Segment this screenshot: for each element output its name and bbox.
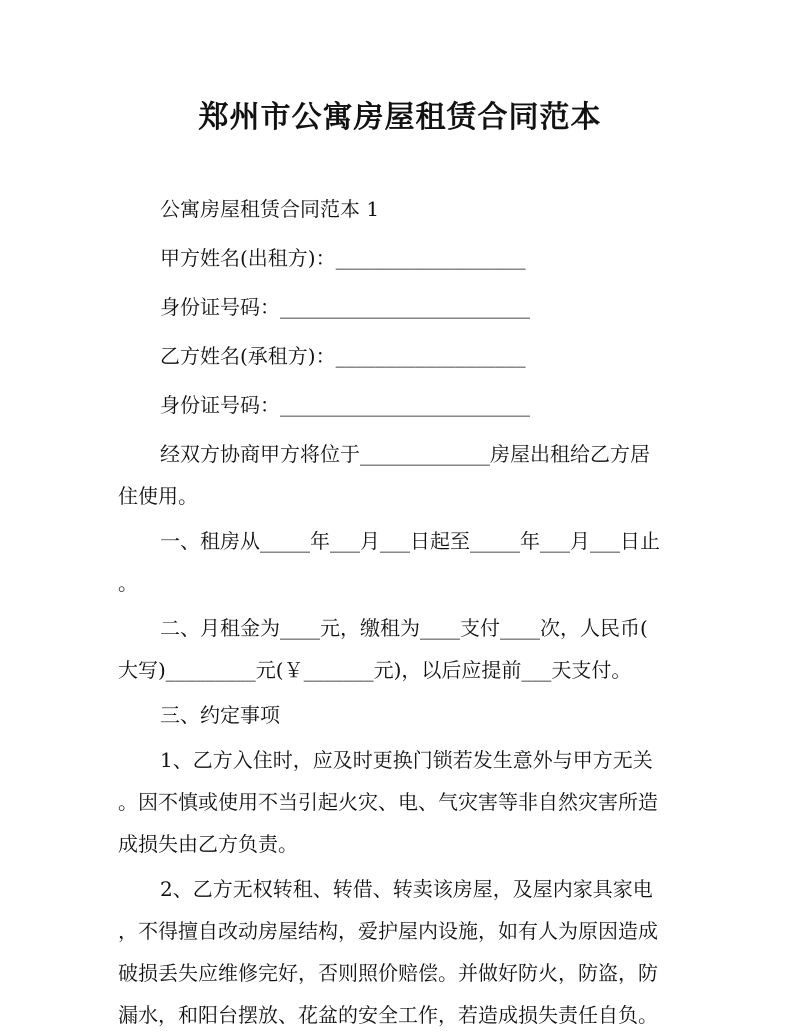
landlord-id-line: 身份证号码：_________________________	[160, 295, 530, 319]
lease-location-line-2: 住使用。	[118, 484, 198, 508]
lease-location-line-1: 经双方协商甲方将位于_____________房屋出租给乙方居	[160, 442, 650, 466]
tenant-name-line: 乙方姓名(承租方)：___________________	[160, 344, 526, 368]
clause-2-line-1: 2、乙方无权转租、转借、转卖该房屋，及屋内家具家电	[160, 877, 653, 901]
contract-heading: 公寓房屋租赁合同范本 1	[160, 197, 380, 221]
clause-2-line-4: 漏水，和阳台摆放、花盆的安全工作，若造成损失责任自负。	[118, 1003, 658, 1027]
document-title: 郑州市公寓房屋租赁合同范本	[198, 100, 602, 135]
clause-2-line-3: 破损丢失应维修完好，否则照价赔偿。并做好防火，防盗，防	[118, 961, 658, 985]
landlord-name-line: 甲方姓名(出租方)：___________________	[160, 246, 526, 270]
clause-1-line-2: 。因不慎或使用不当引起火灾、电、气灾害等非自然灾害所造	[118, 790, 658, 814]
lease-term-line-2: 。	[118, 571, 138, 595]
section-three-heading: 三、约定事项	[160, 703, 280, 727]
document-body	[118, 188, 698, 1036]
clause-1-line-3: 成损失由乙方负责。	[118, 832, 298, 856]
rent-line-1: 二、月租金为____元，缴租为____支付____次，人民币(	[160, 616, 648, 640]
rent-line-2: 大写)_________元(￥_______元)，以后应提前___天支付。	[118, 658, 632, 682]
lease-term-line-1: 一、租房从_____年___月___日起至_____年___月___日止	[160, 529, 660, 553]
clause-2-line-2: ，不得擅自改动房屋结构，爱护屋内设施，如有人为原因造成	[118, 919, 658, 943]
tenant-id-line: 身份证号码：_________________________	[160, 393, 530, 417]
clause-1-line-1: 1、乙方入住时，应及时更换门锁若发生意外与甲方无关	[160, 748, 653, 772]
